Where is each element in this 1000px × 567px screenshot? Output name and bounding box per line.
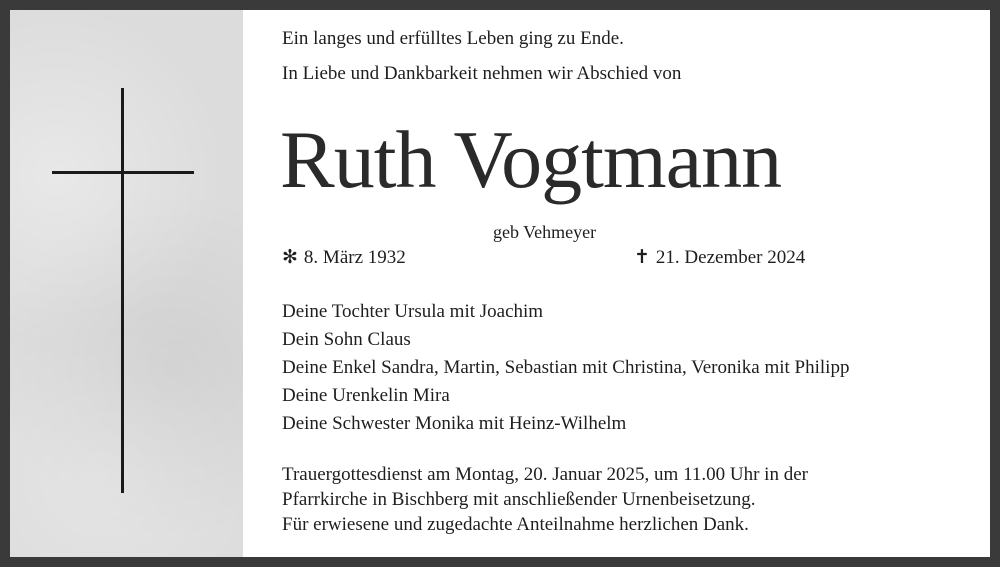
death-date-text: 21. Dezember 2024 <box>655 247 806 268</box>
cross-small-icon: ✝ <box>634 247 650 268</box>
birth-date-text: 8. März 1932 <box>303 247 406 268</box>
intro-line-1: Ein langes und erfülltes Leben ging zu Ende. <box>282 28 624 49</box>
maiden-name: geb Vehmeyer <box>493 222 597 242</box>
family-list <box>282 298 849 438</box>
intro-line-2: In Liebe und Dankbarkeit nehmen wir Abschied von <box>282 63 682 84</box>
deceased-name: Ruth Vogtmann <box>280 114 782 205</box>
service-info <box>282 462 808 537</box>
family-line: Dein Sohn Claus <box>282 329 411 350</box>
family-line: Deine Enkel Sandra, Martin, Sebastian mit Christina, Veronika mit Philipp <box>282 357 850 378</box>
death-date <box>634 246 805 270</box>
family-line: Deine Tochter Ursula mit Joachim <box>282 301 544 322</box>
family-line: Deine Urenkelin Mira <box>282 385 450 406</box>
cross-icon-crossbar <box>52 171 194 174</box>
family-line: Deine Schwester Monika mit Heinz-Wilhelm <box>282 413 627 434</box>
star-icon: ✻ <box>282 247 298 268</box>
cross-icon <box>121 88 124 493</box>
service-line: Für erwiesene und zugedachte Anteilnahme herzlichen Dank. <box>282 514 749 535</box>
service-line: Pfarrkirche in Bischberg mit anschließender Urnenbeisetzung. <box>282 489 756 510</box>
service-line: Trauergottesdienst am Montag, 20. Januar 2025, um 11.00 Uhr in der <box>282 464 808 485</box>
birth-date <box>282 246 406 270</box>
obituary-card <box>10 10 990 557</box>
stone-texture-panel <box>10 10 243 557</box>
